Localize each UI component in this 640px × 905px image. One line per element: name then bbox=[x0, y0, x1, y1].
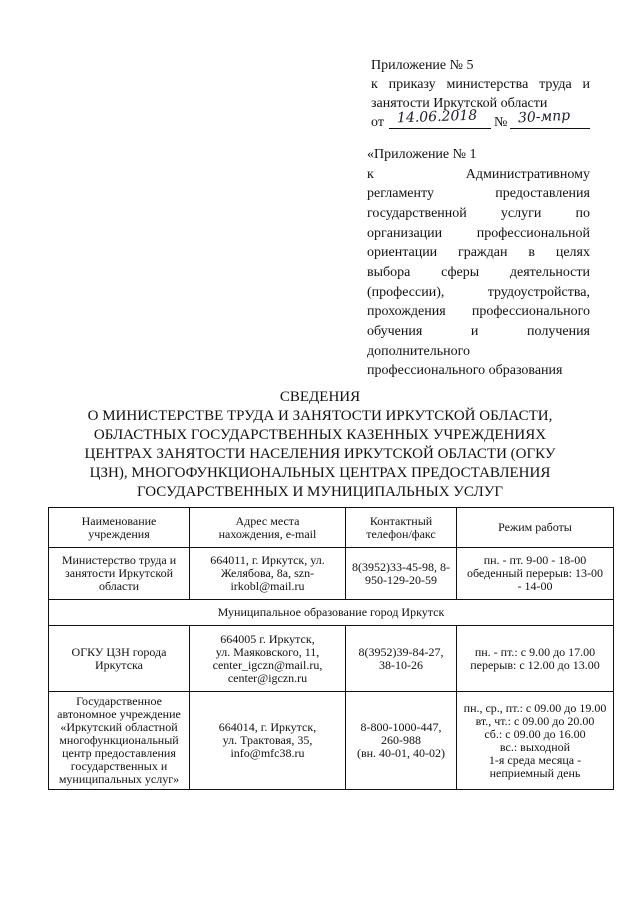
handwritten-date: 14.06.2018 bbox=[396, 107, 478, 127]
heading-line-3: ЦЕНТРАХ ЗАНЯТОСТИ НАСЕЛЕНИЯ ИРКУТСКОЙ ОБЛАСТИ (ОГКУ bbox=[84, 446, 556, 462]
table-header-row bbox=[49, 508, 614, 548]
annex-line-12: профессионального образования bbox=[367, 363, 563, 378]
row3-phone: 8-800-1000-447, 260-988 (вн. 40-01, 40-02) bbox=[346, 692, 457, 790]
appendix-from-label: от bbox=[371, 115, 384, 130]
section-municipality: Муниципальное образование город Иркутск bbox=[49, 600, 614, 626]
annex-line-11: дополнительного bbox=[367, 344, 470, 359]
header-name: Наименование учреждения bbox=[49, 508, 190, 548]
heading-line-4: ЦЗН), МНОГОФУНКЦИОНАЛЬНЫХ ЦЕНТРАХ ПРЕДОСТАВЛЕНИЯ bbox=[89, 465, 551, 481]
row2-schedule: пн. - пт.: с 9.00 до 17.00 перерыв: с 12.00 до 13.00 bbox=[457, 626, 614, 692]
section-row bbox=[49, 600, 614, 626]
heading-line-1: О МИНИСТЕРСТВЕ ТРУДА И ЗАНЯТОСТИ ИРКУТСКОЙ ОБЛАСТИ, bbox=[87, 408, 553, 424]
annex-line-2: к Административному bbox=[367, 167, 590, 182]
row2-phone: 8(3952)39-84-27, 38-10-26 bbox=[346, 626, 457, 692]
heading-line-5: ГОСУДАРСТВЕННЫХ И МУНИЦИПАЛЬНЫХ УСЛУГ bbox=[136, 484, 503, 500]
appendix-order-line: к приказу министерства труда и bbox=[371, 77, 590, 92]
date-underline bbox=[389, 128, 491, 129]
heading-line-2: ОБЛАСТНЫХ ГОСУДАРСТВЕННЫХ КАЗЕННЫХ УЧРЕЖДЕНИЯХ bbox=[93, 427, 547, 443]
handwritten-number: 30-мпр bbox=[517, 107, 571, 127]
row3-name: Государственное автономное учреждение «Иркутский областной многофункциональный центр предоставления государственных и муниципальных услуг» bbox=[49, 692, 190, 790]
number-underline bbox=[510, 128, 590, 129]
row2-name: ОГКУ ЦЗН города Иркутска bbox=[49, 626, 190, 692]
annex-line-3: регламенту предоставления bbox=[367, 186, 590, 201]
annex-line-8: (профессии), трудоустройства, bbox=[367, 285, 590, 300]
appendix-ministry-line: занятости Иркутской области bbox=[371, 96, 548, 111]
row1-address: 664011, г. Иркутск, ул. Желябова, 8а, szn- irkobl@mail.ru bbox=[190, 548, 346, 600]
annex-line-6: ориентации граждан в целях bbox=[367, 245, 590, 260]
appendix-title: Приложение № 5 bbox=[371, 58, 474, 73]
annex-line-9: прохождения профессионального bbox=[367, 304, 590, 319]
header-address: Адрес места нахождения, e-mail bbox=[190, 508, 346, 548]
row1-schedule: пн. - пт. 9-00 - 18-00 обеденный перерыв: 13-00 - 14-00 bbox=[457, 548, 614, 600]
annex-line-4: государственной услуги по bbox=[367, 206, 590, 221]
institutions-table bbox=[48, 507, 614, 790]
header-schedule: Режим работы bbox=[457, 508, 614, 548]
annex-line-5: организации профессиональной bbox=[367, 226, 590, 241]
annex-line-1: «Приложение № 1 bbox=[367, 147, 477, 162]
row1-name: Министерство труда и занятости Иркутской области bbox=[49, 548, 190, 600]
row3-address: 664014, г. Иркутск, ул. Трактовая, 35, info@mfc38.ru bbox=[190, 692, 346, 790]
annex-line-7: выбора сферы деятельности bbox=[367, 265, 590, 280]
header-phone: Контактный телефон/факс bbox=[346, 508, 457, 548]
row1-phone: 8(3952)33-45-98, 8- 950-129-20-59 bbox=[346, 548, 457, 600]
heading-title: СВЕДЕНИЯ bbox=[279, 389, 361, 405]
row2-address: 664005 г. Иркутск, ул. Маяковского, 11, center_igczn@mail.ru, center@igczn.ru bbox=[190, 626, 346, 692]
table-row bbox=[49, 626, 614, 692]
row3-schedule: пн., ср., пт.: с 09.00 до 19.00 вт., чт.: с 09.00 до 20.00 сб.: с 09.00 до 16.00 вс.: выходной 1-я среда месяца - неприемный день bbox=[457, 692, 614, 790]
table-row bbox=[49, 548, 614, 600]
table-row bbox=[49, 692, 614, 790]
appendix-number-label: № bbox=[494, 115, 508, 130]
annex-line-10: обучения и получения bbox=[367, 324, 590, 339]
